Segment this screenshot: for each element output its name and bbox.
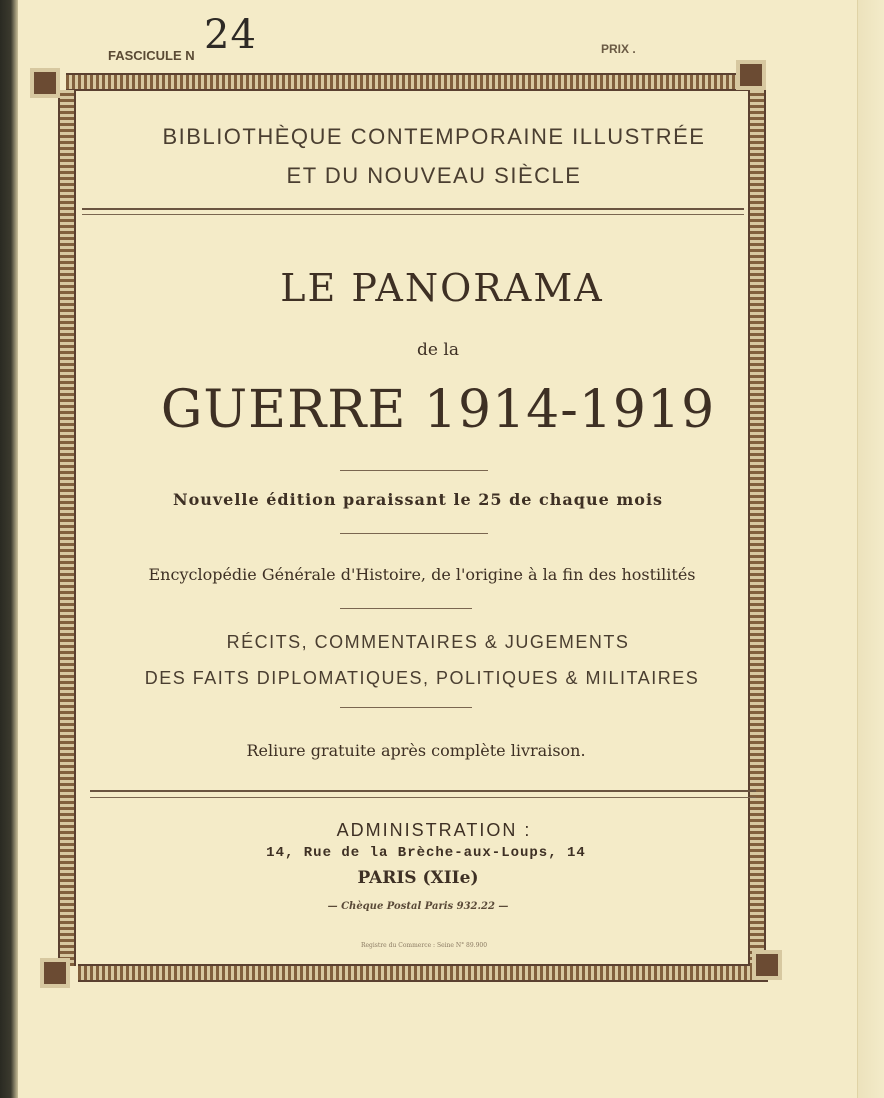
- title-le-panorama: LE PANORAMA: [280, 266, 604, 310]
- fascicule-label: FASCICULE N: [108, 48, 195, 63]
- ornamental-border-top: [66, 73, 756, 91]
- collection-line-2: ET DU NOUVEAU SIÈCLE: [286, 163, 582, 188]
- recits-line-2: DES FAITS DIPLOMATIQUES, POLITIQUES & MILITAIRES: [144, 668, 700, 688]
- short-rule: [340, 608, 472, 609]
- cheque-postal: — Chèque Postal Paris 932.22 —: [327, 901, 509, 912]
- corner-ornament-bottom-left: [40, 958, 70, 988]
- short-rule: [340, 707, 472, 708]
- administration-label: ADMINISTRATION :: [336, 820, 532, 840]
- administration-city: PARIS (XIIe): [357, 868, 479, 888]
- edition-text: Nouvelle édition paraissant le 25 de chaque mois: [172, 490, 664, 509]
- reliure-text: Reliure gratuite après complète livraison.: [246, 741, 586, 760]
- corner-ornament-bottom-right: [752, 950, 782, 980]
- recits-line-1: RÉCITS, COMMENTAIRES & JUGEMENTS: [226, 632, 630, 652]
- divider-rule-thin: [82, 214, 744, 215]
- administration-address: 14, Rue de la Brèche-aux-Loups, 14: [266, 845, 586, 861]
- prix-label: PRIX .: [601, 42, 636, 56]
- title-guerre: GUERRE 1914-1919: [160, 380, 716, 440]
- divider-rule: [90, 790, 756, 792]
- title-de-la: de la: [417, 340, 459, 360]
- corner-ornament-top-right: [736, 60, 766, 90]
- divider-rule: [82, 208, 744, 210]
- collection-line-1: BIBLIOTHÈQUE CONTEMPORAINE ILLUSTRÉE: [162, 124, 706, 149]
- divider-rule-thin: [90, 797, 756, 798]
- ornamental-border-bottom: [78, 964, 768, 982]
- registre-commerce: Registre du Commerce : Seine N° 89.900: [360, 942, 488, 949]
- corner-ornament-top-left: [30, 68, 60, 98]
- short-rule: [340, 533, 488, 534]
- short-rule: [340, 470, 488, 471]
- encyclopedie-text: Encyclopédie Générale d'Histoire, de l'origine à la fin des hostilités: [148, 565, 696, 584]
- fascicule-number: 24: [204, 12, 257, 58]
